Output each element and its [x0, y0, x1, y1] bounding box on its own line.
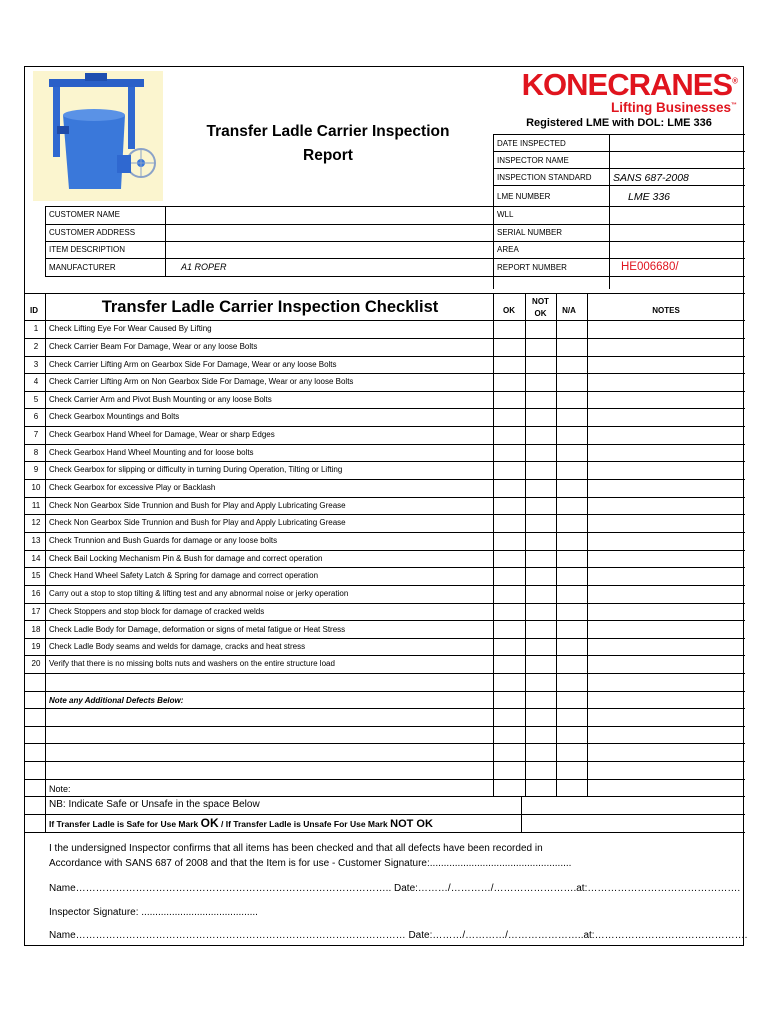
- row-text: Verify that there is no missing bolts nuts and washers on the entire structure load: [49, 659, 335, 668]
- customer-address-label: CUSTOMER ADDRESS: [49, 228, 136, 237]
- row-text: Check Gearbox Mountings and Bolts: [49, 412, 180, 421]
- row-id: 16: [31, 589, 41, 598]
- table-row: [25, 479, 745, 496]
- row-id: 12: [31, 518, 41, 527]
- table-row: [25, 638, 745, 655]
- safe-ok-mark: OK: [200, 816, 219, 830]
- safe-instruction-b: / If Transfer Ladle is Unsafe For Use Mark: [218, 819, 391, 829]
- table-row: [25, 338, 745, 355]
- table-row: [25, 461, 745, 478]
- inspector-name-label: INSPECTOR NAME: [497, 156, 569, 165]
- table-row: [25, 444, 745, 461]
- row-text: Check Ladle Body for Damage, deformation or signs of metal fatigue or Heat Stress: [49, 625, 346, 634]
- area-label: AREA: [497, 245, 519, 254]
- checklist-title: Transfer Ladle Carrier Inspection Checklist: [101, 298, 439, 316]
- row-text: Check Non Gearbox Side Trunnion and Bush for Play and Apply Lubricating Grease: [49, 501, 346, 510]
- inspector-signature-line[interactable]: Inspector Signature: ..........................................: [49, 907, 258, 918]
- row-id: 19: [31, 642, 41, 651]
- inspection-form: [24, 66, 748, 946]
- row-id: 11: [31, 501, 41, 510]
- row-id: 13: [31, 536, 41, 545]
- report-title-line2: Report: [303, 147, 353, 164]
- manufacturer-label: MANUFACTURER: [49, 263, 116, 272]
- row-id: 3: [33, 360, 39, 369]
- logo-tagline: Lifting Businesses: [610, 100, 731, 115]
- row-id: 15: [31, 571, 41, 580]
- report-title: [173, 120, 483, 168]
- declaration-line-2: Accordance with SANS 687 of 2008 and that the Item is for use - Customer Signature:...................................................: [49, 858, 572, 869]
- inspection-standard-value[interactable]: SANS 687-2008: [613, 172, 689, 184]
- row-text: Check Gearbox for excessive Play or Backlash: [49, 483, 216, 492]
- report-number-label: REPORT NUMBER: [497, 263, 567, 272]
- registered-lme: Registered LME with DOL: LME 336: [526, 117, 712, 129]
- lme-number-value[interactable]: LME 336: [628, 191, 671, 203]
- safe-instruction-a: If Transfer Ladle is Safe for Use Mark: [49, 819, 201, 829]
- row-id: 7: [33, 430, 39, 439]
- ladle-carrier-photo: [33, 71, 163, 201]
- customer-name-label: CUSTOMER NAME: [49, 210, 120, 219]
- table-row: [25, 620, 745, 637]
- col-not-ok-line1: NOT: [532, 297, 549, 306]
- row-id: 10: [31, 483, 41, 492]
- row-text: Check Gearbox Hand Wheel Mounting and for loose bolts: [49, 448, 254, 457]
- safe-use-instruction: [49, 817, 433, 830]
- row-id: 4: [33, 377, 39, 386]
- row-text: Check Gearbox Hand Wheel for Damage, Wear or sharp Edges: [49, 430, 275, 439]
- col-na-header: N/A: [562, 306, 576, 315]
- row-text: Check Carrier Lifting Arm on Non Gearbox Side For Damage, Wear or any loose Bolts: [49, 377, 354, 386]
- row-id: 1: [33, 324, 39, 333]
- row-id: 5: [33, 395, 39, 404]
- table-row: [25, 514, 745, 531]
- row-text: Check Carrier Beam For Damage, Wear or any loose Bolts: [49, 342, 258, 351]
- col-notes-header: NOTES: [652, 306, 680, 315]
- row-text: Check Carrier Lifting Arm on Gearbox Side For Damage, Wear or any loose Bolts: [49, 360, 337, 369]
- row-text: Check Stoppers and stop block for damage of cracked welds: [49, 607, 265, 616]
- row-text: Check Trunnion and Bush Guards for damage or any loose bolts: [49, 536, 278, 545]
- row-id: 2: [33, 342, 39, 351]
- col-not-ok-header: [525, 296, 556, 320]
- row-id: 14: [31, 554, 41, 563]
- logo-text: KONECRANES: [521, 67, 733, 102]
- wll-label: WLL: [497, 210, 514, 219]
- item-description-label: ITEM DESCRIPTION: [49, 245, 126, 254]
- row-text: Check Hand Wheel Safety Latch & Spring for damage and correct operation: [49, 571, 319, 580]
- table-row: [25, 550, 745, 567]
- declaration-line-1: I the undersigned Inspector confirms that all items has been checked and that all defects have been recorded in: [49, 843, 543, 854]
- col-not-ok-line2: OK: [534, 309, 547, 318]
- name-date-line-1[interactable]: Name………………………………………………………………………………….. Date:………/…………/…………………….at:……………………………………….: [49, 883, 741, 894]
- row-text: Carry out a stop to stop tilting & lifting test and any abnormal noise or jerky operation: [49, 589, 349, 598]
- konecranes-logo: [522, 69, 737, 115]
- col-id-header: ID: [30, 306, 38, 315]
- table-row: [25, 426, 745, 443]
- row-text: Check Bail Locking Mechanism Pin & Bush for damage and correct operation: [49, 554, 323, 563]
- nb-indicate-line: NB: Indicate Safe or Unsafe in the space Below: [49, 799, 260, 810]
- serial-number-label: SERIAL NUMBER: [497, 228, 563, 237]
- table-row: [25, 585, 745, 602]
- table-row: [25, 532, 745, 549]
- table-row: [25, 655, 745, 672]
- row-text: Check Ladle Body seams and welds for damage, cracks and heat stress: [49, 642, 306, 651]
- note-label: Note:: [49, 784, 71, 794]
- row-id: 18: [31, 625, 41, 634]
- table-row: [25, 567, 745, 584]
- table-row: [25, 391, 745, 408]
- report-title-line1: Transfer Ladle Carrier Inspection: [206, 123, 450, 140]
- row-id: 20: [31, 659, 41, 668]
- name-date-line-2[interactable]: Name……………………………………………………………………………………… Date:………/…………/…………………..at:……………………………………….: [49, 930, 748, 941]
- table-row: [25, 373, 745, 390]
- table-row: [25, 356, 745, 373]
- additional-defects-label: Note any Additional Defects Below:: [49, 696, 184, 705]
- row-id: 8: [33, 448, 39, 457]
- row-text: Check Gearbox for slipping or difficulty in turning During Operation, Tilting or Lifting: [49, 465, 343, 474]
- logo-tm: ™: [731, 102, 737, 109]
- logo-registered: ®: [732, 76, 737, 86]
- table-row: [25, 408, 745, 425]
- row-text: Check Lifting Eye For Wear Caused By Lifting: [49, 324, 212, 333]
- table-row: [25, 497, 745, 514]
- unsafe-not-ok-mark: NOT OK: [390, 818, 433, 830]
- row-id: 17: [31, 607, 41, 616]
- row-id: 9: [33, 465, 39, 474]
- lme-number-label: LME NUMBER: [497, 192, 551, 201]
- row-text: Check Carrier Arm and Pivot Bush Mounting or any loose Bolts: [49, 395, 272, 404]
- row-text: Check Non Gearbox Side Trunnion and Bush for Play and Apply Lubricating Grease: [49, 518, 346, 527]
- col-ok-header: OK: [503, 306, 515, 315]
- report-number-value[interactable]: HE006680/: [621, 261, 679, 273]
- table-row: [25, 321, 745, 338]
- inspection-standard-label: INSPECTION STANDARD: [497, 173, 592, 182]
- row-id: 6: [33, 412, 39, 421]
- date-inspected-label: DATE INSPECTED: [497, 139, 566, 148]
- table-row: [25, 603, 745, 620]
- manufacturer-value[interactable]: A1 ROPER: [181, 262, 227, 272]
